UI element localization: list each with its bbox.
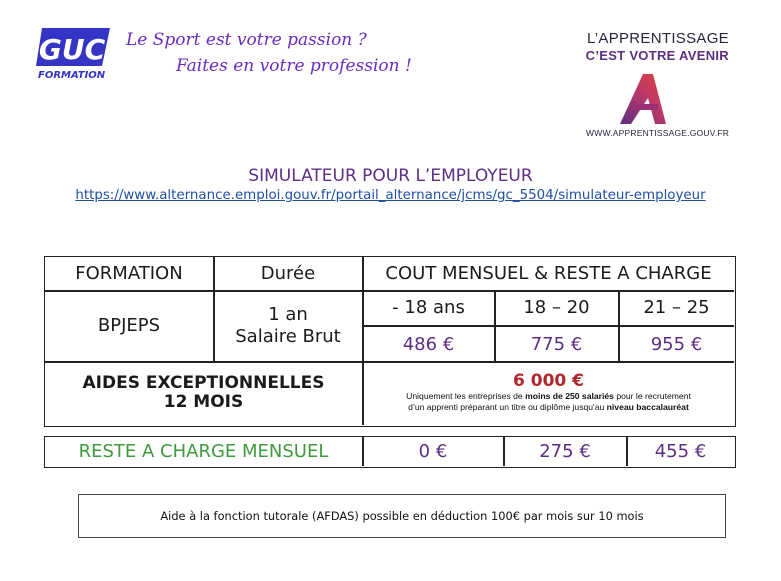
guc-formation-logo — [36, 28, 110, 80]
formation-name: BPJEPS — [97, 315, 161, 336]
apprentissage-a-logo — [620, 74, 666, 124]
simulator-link[interactable]: https://www.alternance.emploi.gouv.fr/portail_alternance/jcms/gc_5504/simulateur-employeur — [75, 188, 706, 203]
header-duree: Durée — [260, 263, 316, 284]
duree-cell — [214, 291, 362, 361]
aide-cell — [363, 363, 734, 423]
apprentissage-title: L’APPRENTISSAGE — [586, 30, 729, 47]
slogan-line-1: Le Sport est votre passion ? — [126, 30, 367, 50]
duree-salaire: Salaire Brut — [235, 326, 341, 347]
aides-label-line1: AIDES EXCEPTIONNELLES — [82, 373, 325, 393]
cost-table — [44, 256, 736, 427]
apprentissage-url: WWW.APPRENTISSAGE.GOUV.FR — [586, 128, 730, 138]
age-bracket: 21 – 25 — [643, 297, 710, 318]
age-bracket: 18 – 20 — [523, 297, 590, 318]
svg-text:FORMATION: FORMATION — [38, 70, 106, 80]
slogan-line-2: Faites en votre profession ! — [176, 56, 412, 76]
salary-value: 775 € — [530, 333, 583, 355]
salary-value: 486 € — [402, 333, 455, 355]
reste-a-charge-row — [44, 436, 736, 468]
reste-value: 275 € — [539, 441, 591, 462]
apprentissage-subtitle: C’EST VOTRE AVENIR — [585, 48, 729, 63]
svg-text:GUC: GUC — [38, 33, 106, 66]
header-formation: FORMATION — [75, 263, 183, 284]
header-cout-mensuel: COUT MENSUEL & RESTE A CHARGE — [385, 263, 712, 284]
aides-label-line2: 12 MOIS — [163, 392, 244, 412]
duree-value: 1 an — [268, 304, 308, 325]
simulator-title: SIMULATEUR POUR L’EMPLOYEUR — [248, 166, 533, 186]
reste-label: RESTE A CHARGE MENSUEL — [78, 441, 329, 462]
salary-value: 955 € — [650, 333, 703, 355]
afdas-note-text: Aide à la fonction tutorale (AFDAS) possible en déduction 100€ par mois sur 10 mois — [160, 509, 644, 523]
aide-amount: 6 000 € — [513, 371, 584, 391]
aide-conditions: Uniquement les entreprises de moins de 250 salariés pour le recrutement d’un apprenti préparant un titre ou diplôme jusqu'au niveau baccalauréat — [406, 391, 691, 412]
reste-value: 0 € — [418, 441, 448, 462]
age-bracket: - 18 ans — [392, 297, 465, 318]
reste-value: 455 € — [654, 441, 707, 462]
aides-label — [45, 363, 362, 423]
afdas-note — [78, 494, 726, 538]
